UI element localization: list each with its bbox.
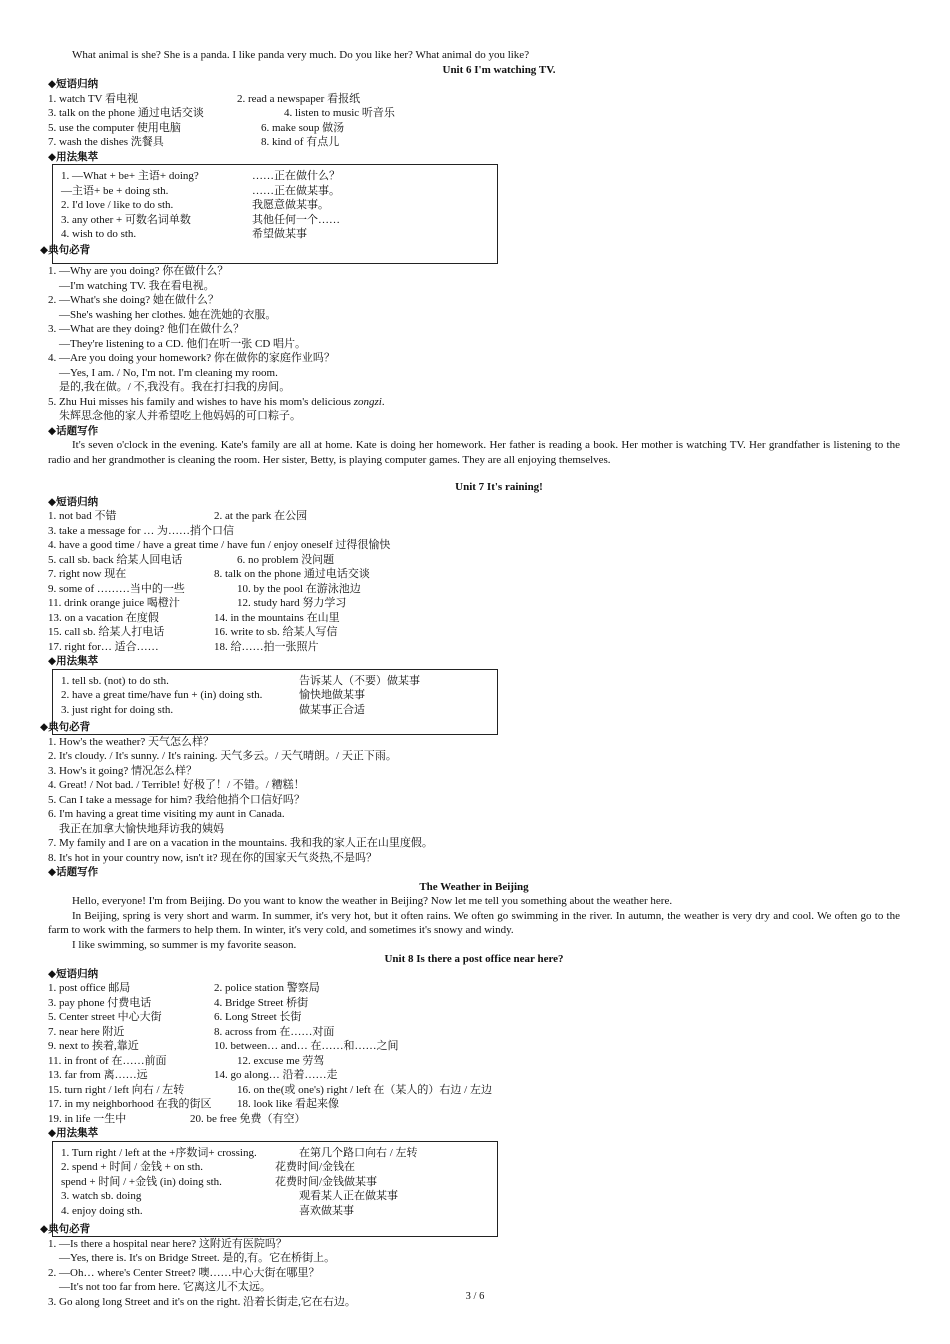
list-item: 3. pay phone 付费电话 4. Bridge Street 桥街: [48, 996, 309, 1009]
unit8-title: Unit 8 Is there a post office near here?: [384, 953, 564, 965]
list-item: —主语+ be + doing sth. ……正在做某事。: [61, 184, 340, 197]
list-item: 5. Zhu Hui misses his family and wishes to have his mom's delicious zongzi.: [48, 395, 385, 408]
list-item: 1. —Is there a hospital near here? 这附近有医院吗？: [48, 1237, 287, 1250]
unit7-writing-title: The Weather in Beijing: [419, 880, 529, 893]
list-item: 7. near here 附近 8. across from 在……对面: [48, 1025, 335, 1038]
list-item: 13. far from 离……远 14. go along… 沿着……走: [48, 1069, 338, 1081]
list-item: —Yes, there is. It's on Bridge Street. 是的,有。它在桥街上。: [59, 1252, 336, 1264]
list-item: 1. not bad 不错 2. at the park 在公园: [48, 510, 308, 522]
list-item: 3. How's it going? 情况怎么样？: [48, 764, 197, 777]
unit8-phrase-list: [48, 981, 900, 1126]
unit6-usage-box: [40, 164, 498, 264]
list-item: 3. watch sb. doing 观看某人正在做某事: [61, 1190, 398, 1202]
unit6-writing-heading: ◆话题写作: [48, 424, 99, 437]
list-item: 7. wash the dishes 洗餐具 8. kind of 有点儿: [48, 136, 340, 148]
list-item: 13. on a vacation 在度假 14. in the mountains 在山里: [48, 611, 340, 624]
unit6-writing-paragraph: It's seven o'clock in the evening. Kate's family are all at home. Kate is doing her homework. Her father is reading a book. Her mother is watching TV. Her grandfather is listening to the radio and her grandmother is cleaning the room. Her sister, Betty, is playing computer games. They are all enjoying themselves.: [48, 439, 900, 466]
unit7-title: Unit 7 It's raining!: [455, 481, 543, 493]
list-item: 3. talk on the phone 通过电话交谈 4. listen to music 听音乐: [48, 107, 395, 119]
list-item: 19. in life 一生中 20. be free 免费（有空）: [48, 1112, 306, 1125]
list-item: 1. Turn right / left at the +序数词+ crossing. 在第几个路口向右 / 左转: [61, 1146, 418, 1159]
unit6-title: Unit 6 I'm watching TV.: [442, 63, 556, 76]
list-item: 3. any other + 可数名词单数 其他任何一个……: [61, 213, 340, 226]
document-page: [40, 48, 900, 1309]
unit7-writing-heading: ◆话题写作: [48, 866, 99, 878]
list-item: 1. —What + be+ 主语+ doing? ……正在做什么？: [61, 170, 340, 182]
list-item: —I'm watching TV. 我在看电视。: [59, 279, 215, 292]
list-item: 4. have a good time / have a great time / have fun / enjoy oneself 过得很愉快: [48, 539, 391, 551]
list-item: 8. It's hot in your country now, isn't it? 现在你的国家天气炎热,不是吗？: [48, 851, 377, 864]
unit6-phrase-list: [48, 92, 900, 150]
list-item: 4. wish to do sth. 希望做某事: [61, 228, 307, 240]
unit8-usage-heading: ◆用法集萃: [48, 1127, 99, 1139]
list-item: 15. turn right / left 向右 / 左转 16. on the(或 one's) right / left 在（某人的）右边 / 左边: [48, 1083, 492, 1096]
list-item: 5. Center street 中心大街 6. Long Street 长街: [48, 1011, 302, 1023]
unit7-phrases-heading: ◆短语归纳: [48, 495, 99, 508]
list-item: 4. —Are you doing your homework? 你在做你的家庭作业吗？: [48, 352, 335, 364]
list-item: spend + 时间 / +金钱 (in) doing sth. 花费时间/金钱做某事: [61, 1175, 378, 1188]
list-item: 1. post office 邮局 2. police station 警察局: [48, 982, 320, 994]
list-item: —They're listening to a CD. 他们在听一张 CD 唱片。: [59, 337, 307, 350]
list-item: 3. Go along long Street and it's on the right. 沿着长街走,它在右边。: [48, 1295, 356, 1308]
unit6-phrases-heading: ◆短语归纳: [48, 78, 99, 90]
list-item: 5. call sb. back 给某人回电话 6. no problem 没问题: [48, 553, 335, 566]
intro-line: What animal is she? She is a panda. I like panda very much. Do you like her? What animal do you like?: [72, 49, 530, 61]
page-number: 3 / 6: [465, 1291, 485, 1302]
list-item: 5. use the computer 使用电脑 6. make soup 做汤: [48, 121, 345, 134]
list-item: 2. I'd love / like to do sth. 我愿意做某事。: [61, 199, 329, 211]
list-item: 7. My family and I are on a vacation in the mountains. 我和我的家人正在山里度假。: [48, 837, 433, 849]
list-item: 3. —What are they doing? 他们在做什么？: [48, 323, 245, 335]
unit7-sentences-heading: ◆典句必背: [40, 720, 91, 733]
unit7-writing-paragraph: In Beijing, spring is very short and warm. In summer, it's very hot, but it often rains. We often go swimming in the river. In autumn, the weather is very dry and cool. We often go to the farm to work with the farmers to help them. In winter, it's very cold, and sometimes it's snowy and windy.: [48, 909, 900, 936]
list-item: 9. next to 挨着,靠近 10. between… and… 在……和……之间: [48, 1040, 399, 1052]
list-item: 1. watch TV 看电视 2. read a newspaper 看报纸: [48, 92, 361, 105]
unit8-usage-box: [40, 1141, 498, 1237]
unit6-sentence-list: [48, 264, 900, 424]
list-item: 4. enjoy doing sth. 喜欢做某事: [61, 1204, 354, 1217]
unit8-sentences-heading: ◆典句必背: [40, 1222, 91, 1235]
list-item: 11. in front of 在……前面 12. excuse me 劳驾: [48, 1054, 325, 1067]
list-item: 3. just right for doing sth. 做某事正合适: [61, 703, 365, 716]
list-item: 7. right now 现在 8. talk on the phone 通过电话交谈: [48, 568, 370, 580]
list-item: 9. some of ………当中的一些 10. by the pool 在游泳池边: [48, 582, 361, 595]
list-item: 2. —What's she doing? 她在做什么？: [48, 294, 219, 306]
unit7-usage-box: [40, 669, 498, 735]
list-item: 1. How's the weather? 天气怎么样？: [48, 735, 215, 748]
list-item: 1. tell sb. (not) to do sth. 告诉某人（不要）做某事: [61, 674, 420, 687]
unit7-writing-paragraph: Hello, everyone! I'm from Beijing. Do you want to know the weather in Beijing? Now let me tell you something about the weather here.: [72, 895, 673, 907]
unit6-sentences-heading: ◆典句必背: [40, 244, 91, 256]
list-item: 11. drink orange juice 喝橙汁 12. study hard 努力学习: [48, 597, 347, 609]
list-item: —Yes, I am. / No, I'm not. I'm cleaning my room.: [59, 366, 278, 379]
list-item: 17. in my neighborhood 在我的街区 18. look like 看起来像: [48, 1098, 340, 1110]
list-item: —It's not too far from here. 它离这儿不太远。: [59, 1281, 271, 1293]
unit7-usage-heading: ◆用法集萃: [48, 655, 99, 667]
unit6-usage-heading: ◆用法集萃: [48, 150, 99, 163]
list-item: 15. call sb. 给某人打电话 16. write to sb. 给某人写信: [48, 626, 338, 638]
unit8-phrases-heading: ◆短语归纳: [48, 967, 99, 980]
unit7-sentence-list: [48, 735, 900, 866]
list-item: 2. spend + 时间 / 金钱 + on sth. 花费时间/金钱在: [61, 1161, 356, 1173]
list-item: 5. Can I take a message for him? 我给他捎个口信好吗？: [48, 793, 305, 806]
list-item: 2. have a great time/have fun + (in) doing sth. 愉快地做某事: [61, 689, 365, 701]
list-item: 4. Great! / Not bad. / Terrible! 好极了！/ 不错。/ 糟糕！: [48, 779, 305, 791]
list-item: 我正在加拿大愉快地拜访我的姨妈: [59, 822, 224, 835]
list-item: —She's washing her clothes. 她在洗她的衣服。: [59, 308, 277, 321]
list-item: 1. —Why are you doing? 你在做什么？: [48, 265, 229, 277]
list-item: 是的,我在做。/ 不,我没有。我在打扫我的房间。: [59, 381, 291, 393]
list-item: 2. It's cloudy. / It's sunny. / It's raining. 天气多云。/ 天气晴朗。/ 天正下雨。: [48, 750, 397, 762]
unit7-phrase-list: [48, 509, 900, 654]
list-item: 17. right for… 适合…… 18. 给……拍一张照片: [48, 640, 319, 653]
list-item: 6. I'm having a great time visiting my aunt in Canada.: [48, 808, 285, 820]
list-item: 朱辉思念他的家人并希望吃上他妈妈的可口粽子。: [59, 410, 301, 422]
unit7-writing-paragraph: I like swimming, so summer is my favorite season.: [72, 938, 297, 951]
list-item: 2. —Oh… where's Center Street? 噢……中心大街在哪里？: [48, 1266, 320, 1279]
list-item: 3. take a message for … 为……捎个口信: [48, 524, 235, 537]
